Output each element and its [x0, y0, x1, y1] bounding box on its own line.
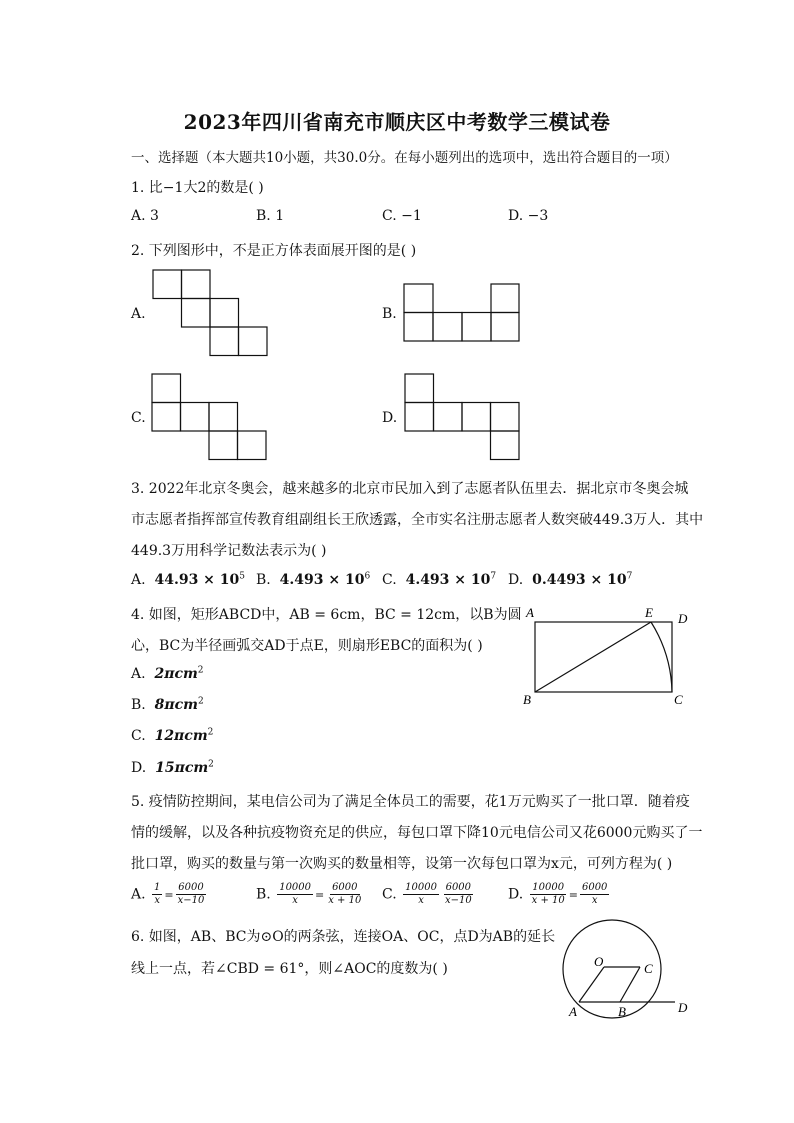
q5-option-b[interactable]: B. $\frac{10000}{x}$ = $\frac{6000}{x + 10}$ — [256, 882, 362, 906]
q1-option-c[interactable]: C. −1 — [382, 208, 422, 224]
point-label-o: O — [594, 954, 604, 969]
fraction: $\frac{6000}{x + 10}$ — [328, 882, 362, 906]
question-6-line-2: 线上一点，若∠CBD = 61°，则∠AOC的度数为( ) — [131, 961, 448, 977]
question-4-line-1: 4. 如图，矩形ABCD中，AB = 6cm，BC = 12cm，以B为圆 — [131, 607, 522, 623]
q2-option-a-label[interactable]: A. — [131, 306, 146, 322]
question-3-line-1: 3. 2022年北京冬奥会，越来越多的北京市民加入到了志愿者队伍里去．据北京市冬奥会城 — [131, 481, 689, 497]
question-5-line-1: 5. 疫情防控期间，某电信公司为了满足全体员工的需要，花1万元购买了一批口罩．随着疫 — [131, 794, 690, 810]
q5-option-d[interactable]: D. $\frac{10000}{x + 10}$ = $\frac{6000}{x}$ — [508, 882, 608, 906]
q2-option-c-label[interactable]: C. — [131, 410, 146, 426]
q1-option-d[interactable]: D. −3 — [508, 208, 549, 224]
arc-ec — [651, 622, 672, 692]
q3-option-b[interactable]: B. $4.493 \times 10^6$ — [256, 571, 371, 588]
point-label-d: D — [678, 1000, 688, 1015]
q1-option-a[interactable]: A. 3 — [131, 208, 159, 224]
question-3-line-2: 市志愿者指挥部宣传教育组副组长王欣透露，全市实名注册志愿者人数突破449.3万人．其中 — [131, 512, 704, 528]
question-4-line-2: 心，BC为半径画弧交AD于点E，则扇形EBC的面积为( ) — [131, 638, 483, 654]
question-6-line-1: 6. 如图，AB、BC为⊙O的两条弦，连接OA、OC，点D为AB的延长 — [131, 929, 556, 945]
q3-option-d[interactable]: D. $0.4493 \times 10^7$ — [508, 571, 633, 588]
page-title: 2023年四川省南充市顺庆区中考数学三模试卷 — [183, 110, 611, 134]
q3-option-a[interactable]: A. $44.93 \times 10^5$ — [131, 571, 246, 588]
point-label-b: B — [523, 692, 531, 707]
q2-option-b-label[interactable]: B. — [382, 306, 397, 322]
q2-option-d-label[interactable]: D. — [382, 410, 398, 426]
section-header: 一、选择题（本大题共10小题，共30.0分。在每小题列出的选项中，选出符合题目的一项） — [131, 150, 678, 166]
rectangle-abcd — [535, 622, 672, 692]
q5-option-c[interactable]: C. $\frac{10000}{x}$ $\frac{6000}{x-10}$ — [382, 882, 472, 906]
point-label-c: C — [644, 961, 653, 976]
fraction: $\frac{6000}{x-10}$ — [177, 882, 205, 906]
point-label-a: A — [526, 605, 534, 620]
segment-bc — [620, 967, 640, 1002]
fraction: $\frac{10000}{x + 10}$ — [531, 882, 565, 906]
question-5-line-3: 批口罩，购买的数量与第一次购买的数量相等，设第一次每包口罩为x元，可列方程为( ) — [131, 856, 673, 872]
point-label-a: A — [569, 1004, 577, 1019]
point-label-c: C — [674, 692, 683, 707]
segment-be — [535, 622, 651, 692]
point-label-d: D — [678, 611, 688, 626]
q4-option-d[interactable]: D. 15πcm$^2$ — [131, 759, 214, 776]
segment-oa — [579, 967, 604, 1002]
q3-option-c[interactable]: C. $4.493 \times 10^7$ — [382, 571, 497, 588]
point-label-b: B — [618, 1004, 626, 1019]
question-5-line-2: 情的缓解，以及各种抗疫物资充足的供应，每包口罩下降10元电信公司又花6000元购买了一 — [131, 825, 703, 841]
q1-option-b[interactable]: B. 1 — [256, 208, 285, 224]
question-3-line-3: 449.3万用科学记数法表示为( ) — [131, 543, 327, 559]
q4-option-a[interactable]: A. 2πcm$^2$ — [131, 665, 204, 682]
question-1-stem: 1. 比−1大2的数是( ) — [131, 180, 264, 196]
question-2-stem: 2. 下列图形中，不是正方体表面展开图的是( ) — [131, 243, 417, 259]
fraction: $\frac{6000}{x-10}$ — [444, 882, 472, 906]
q4-option-c[interactable]: C. 12πcm$^2$ — [131, 727, 214, 744]
q5-option-a[interactable]: A. $\frac{1}{x}$ = $\frac{6000}{x-10}$ — [131, 882, 205, 906]
point-label-e: E — [645, 605, 653, 620]
fraction: $\frac{1}{x}$ — [154, 882, 161, 906]
fraction: $\frac{6000}{x}$ — [581, 882, 608, 906]
fraction: $\frac{10000}{x}$ — [405, 882, 437, 906]
fraction: $\frac{10000}{x}$ — [279, 882, 312, 906]
q4-option-b[interactable]: B. 8πcm$^2$ — [131, 696, 204, 713]
